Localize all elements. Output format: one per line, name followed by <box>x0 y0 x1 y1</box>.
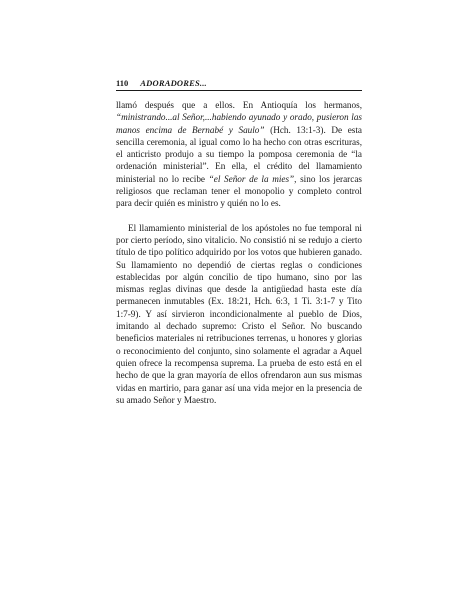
text-run: llamó después que a ellos. En Antioquía los hermanos, <box>116 100 362 110</box>
scripture-quote: “ministrando...al Señor,...habiendo ayunado y orado, pusieron las manos encima de Bernabé y Saulo” <box>116 112 362 135</box>
paragraph <box>116 222 362 406</box>
text-run: El llamamiento ministerial de los apóstoles no fue temporal ni por cierto período, sino vitalicio. No consistió ni se redujo a cierto título de tipo político adquirido por los votos que hubieren ganado. Su llamamiento no dependió de ciertas reglas o condiciones establecidas por algún concilio de tipo humano, sino por las mismas reglas divinas que desde la antigüedad hasta este día permanecen inmutables (Ex. 18:21, Hch. 6:3, 1 Ti. 3:1-7 y Tito 1:7-9). Y así sirvieron incondicionalmente al pueblo de Dios, imitando al dechado supremo: Cristo el Señor. No buscando beneficios materiales ni retribuciones terrenas, u honores y glorias o reconocimiento del conjunto, sino solamente el agradar a Aquel quien ofrece la recompensa suprema. La prueba de esto está en el hecho de que la gran mayoría de ellos ofrendaron aun sus mismas vidas en martirio, para ganar así una vida mejor en la presencia de su amado Señor y Maestro. <box>116 222 362 405</box>
scripture-quote: “el Señor de la mies” <box>208 173 295 184</box>
page-header <box>116 78 362 91</box>
running-title: ADORADORES... <box>140 78 207 88</box>
text-run: , sino los jerarcas religiosos que reclaman tener el monopolio y completo control para decir quién es ministro y quién no lo es. <box>116 173 362 209</box>
book-page <box>116 78 362 406</box>
body-text <box>116 99 362 406</box>
paragraph <box>116 99 362 210</box>
text-run: (Hch. 13:1-3). De esta sencilla ceremonia, al igual como lo ha hecho con otras escrituras, el anticristo produjo a su tiempo la pomposa ceremonia de “la ordenación ministerial”. En ella, el crédito del llamamiento ministerial no lo recibe <box>116 124 362 184</box>
page-number: 110 <box>116 78 129 88</box>
